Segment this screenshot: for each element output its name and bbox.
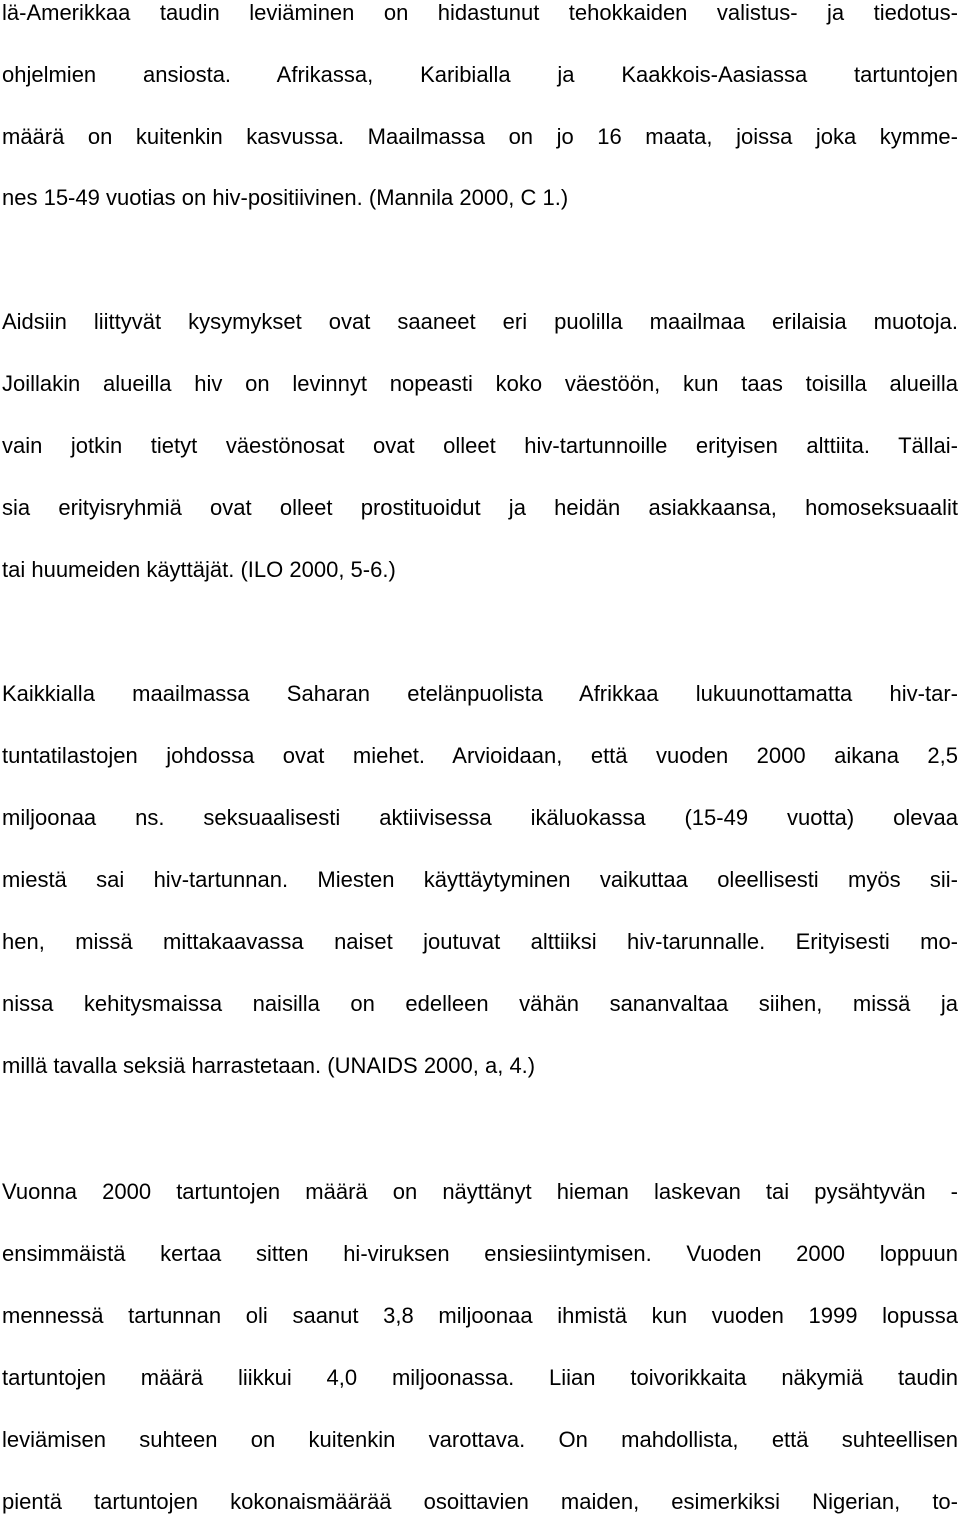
text-line: mennessä tartunnan oli saanut 3,8 miljoonaa ihmistä kun vuoden 1999 lopussa <box>2 1303 958 1328</box>
text-line: hen, missä mittakaavassa naiset joutuvat alttiiksi hiv-tarunnalle. Erityisesti mo- <box>2 929 958 954</box>
text-line: Kaikkialla maailmassa Saharan etelänpuolista Afrikkaa lukuunottamatta hiv-tar- <box>2 681 958 706</box>
text-line: lä-Amerikkaa taudin leviäminen on hidastunut tehokkaiden valistus- ja tiedotus- <box>2 0 958 25</box>
text-line: Joillakin alueilla hiv on levinnyt nopeasti koko väestöön, kun taas toisilla alueilla <box>2 371 958 396</box>
text-line: tai huumeiden käyttäjät. (ILO 2000, 5-6.) <box>2 557 396 582</box>
text-line: miestä sai hiv-tartunnan. Miesten käyttäytyminen vaikuttaa oleellisesti myös sii- <box>2 867 958 892</box>
text-line: nes 15-49 vuotias on hiv-positiivinen. (Mannila 2000, C 1.) <box>2 185 569 210</box>
text-line: miljoonaa ns. seksuaalisesti aktiivisessa ikäluokassa (15-49 vuotta) olevaa <box>2 805 958 830</box>
text-line: leviämisen suhteen on kuitenkin varottava. On mahdollista, että suhteellisen <box>2 1427 958 1452</box>
text-line: määrä on kuitenkin kasvussa. Maailmassa on jo 16 maata, joissa joka kymme- <box>2 124 958 149</box>
text-line: Vuonna 2000 tartuntojen määrä on näyttänyt hieman laskevan tai pysähtyvän - <box>2 1179 958 1204</box>
text-line: vain jotkin tietyt väestönosat ovat olleet hiv-tartunnoille erityisen alttiita. Tällai- <box>2 433 958 458</box>
text-line: tuntatilastojen johdossa ovat miehet. Arvioidaan, että vuoden 2000 aikana 2,5 <box>2 743 958 768</box>
text-line: tartuntojen määrä liikkui 4,0 miljoonassa. Liian toivorikkaita näkymiä taudin <box>2 1365 958 1390</box>
text-line: ensimmäistä kertaa sitten hi-viruksen ensiesiintymisen. Vuoden 2000 loppuun <box>2 1241 958 1266</box>
text-line: millä tavalla seksiä harrastetaan. (UNAIDS 2000, a, 4.) <box>2 1053 536 1078</box>
text-line: sia erityisryhmiä ovat olleet prostituoidut ja heidän asiakkaansa, homoseksuaalit <box>2 495 958 520</box>
text-line: Aidsiin liittyvät kysymykset ovat saaneet eri puolilla maailmaa erilaisia muotoja. <box>2 309 958 334</box>
text-line: pientä tartuntojen kokonaismäärää osoittavien maiden, esimerkiksi Nigerian, to- <box>2 1489 958 1514</box>
text-line: nissa kehitysmaissa naisilla on edelleen vähän sananvaltaa siihen, missä ja <box>2 991 958 1016</box>
text-line: ohjelmien ansiosta. Afrikassa, Karibialla ja Kaakkois-Aasiassa tartuntojen <box>2 62 958 87</box>
